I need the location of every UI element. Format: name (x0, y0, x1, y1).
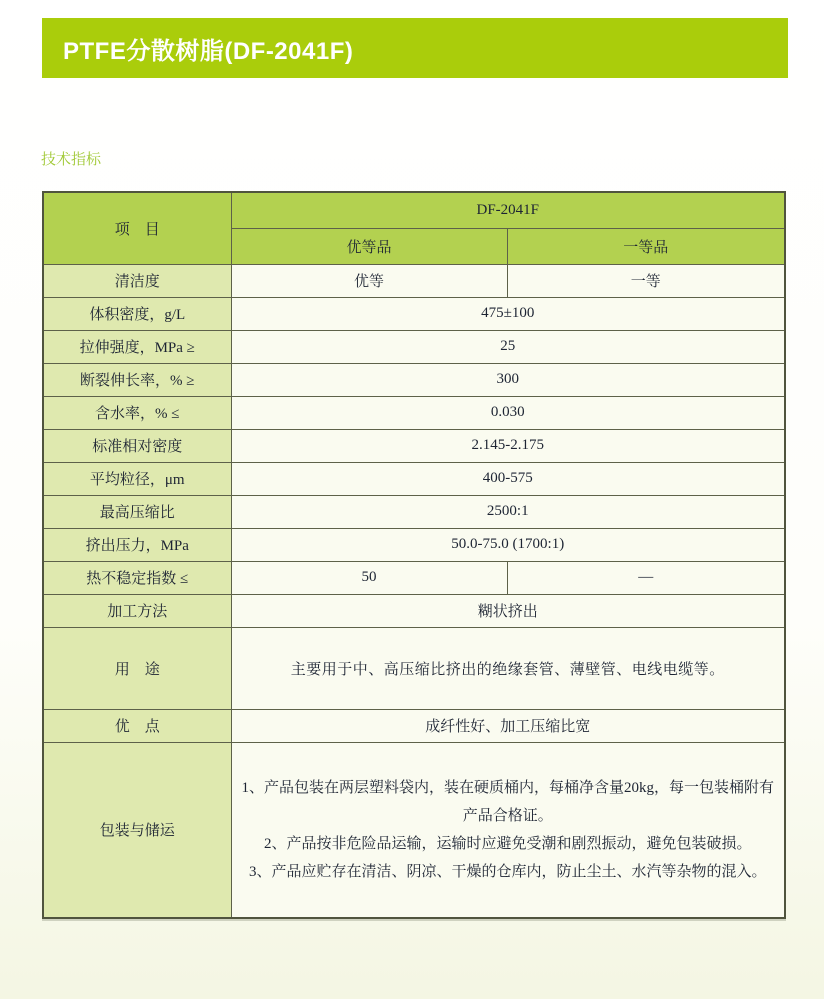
table-row-packaging-storage (43, 742, 785, 918)
table-row-advantages (43, 709, 785, 742)
spec-table (42, 191, 786, 919)
spec-value-cell: 0.030 (231, 396, 785, 429)
spec-row-label: 标准相对密度 (43, 429, 231, 462)
spec-row-label: 体积密度，g/L (43, 297, 231, 330)
packaging-note-line: 2、产品按非危险品运输，运输时应避免受潮和剧烈振动，避免包装破损。 (264, 835, 752, 852)
packaging-note-line: 3、产品应贮存在清洁、阴凉、干燥的仓库内，防止尘土、水汽等杂物的混入。 (249, 863, 767, 880)
spec-value-cell: 糊状挤出 (231, 594, 785, 627)
spec-value-cell: 成纤性好、加工压缩比宽 (231, 709, 785, 742)
spec-row-label: 断裂伸长率，% ≥ (43, 363, 231, 396)
table-header-row-product (43, 192, 785, 228)
spec-value-cell: 50.0-75.0 (1700:1) (231, 528, 785, 561)
table-row-elongation (43, 363, 785, 396)
spec-row-label: 平均粒径，μm (43, 462, 231, 495)
spec-value-premium: 优等 (231, 264, 507, 297)
spec-row-label: 用 途 (43, 627, 231, 709)
table-row-extrusion-pressure (43, 528, 785, 561)
table-row-tensile-strength (43, 330, 785, 363)
packaging-note-line: 1、产品包装在两层塑料袋内，装在硬质桶内，每桶净含量20kg，每一包装桶附有产品合格证。 (241, 779, 775, 824)
table-row-applications (43, 627, 785, 709)
table-row-standard-density (43, 429, 785, 462)
spec-row-label: 含水率，% ≤ (43, 396, 231, 429)
spec-value-cell: 2500:1 (231, 495, 785, 528)
spec-value-premium: 50 (231, 561, 507, 594)
spec-row-label: 优 点 (43, 709, 231, 742)
spec-value-cell: 300 (231, 363, 785, 396)
spec-row-label: 挤出压力，MPa (43, 528, 231, 561)
table-row-processing-method (43, 594, 785, 627)
spec-row-label: 热不稳定指数 ≤ (43, 561, 231, 594)
spec-row-label: 最高压缩比 (43, 495, 231, 528)
spec-row-label: 拉伸强度，MPa ≥ (43, 330, 231, 363)
spec-value-cell: 400-575 (231, 462, 785, 495)
spec-value-first: 一等 (507, 264, 785, 297)
spec-row-label: 清洁度 (43, 264, 231, 297)
spec-value-cell: 475±100 (231, 297, 785, 330)
spec-value-cell: 主要用于中、高压缩比挤出的绝缘套管、薄壁管、电线电缆等。 (231, 627, 785, 709)
table-row-particle-size (43, 462, 785, 495)
packaging-notes-cell (231, 742, 785, 918)
page-title-banner (42, 18, 788, 78)
spec-value-cell: 25 (231, 330, 785, 363)
spec-value-cell: 2.145-2.175 (231, 429, 785, 462)
table-row-moisture (43, 396, 785, 429)
table-row-bulk-density (43, 297, 785, 330)
page-title: PTFE分散树脂(DF-2041F) (63, 37, 354, 65)
grade-header-premium: 优等品 (231, 228, 507, 264)
spec-row-label: 加工方法 (43, 594, 231, 627)
item-header-cell: 项 目 (43, 192, 231, 264)
spec-value-first: — (507, 561, 785, 594)
section-heading-tech-specs: 技术指标 (41, 151, 102, 168)
grade-header-first: 一等品 (507, 228, 785, 264)
product-header-cell: DF-2041F (231, 192, 785, 228)
table-row-thermal-instability (43, 561, 785, 594)
table-row-max-compression-ratio (43, 495, 785, 528)
spec-row-label: 包装与储运 (43, 742, 231, 918)
table-row-cleanliness (43, 264, 785, 297)
